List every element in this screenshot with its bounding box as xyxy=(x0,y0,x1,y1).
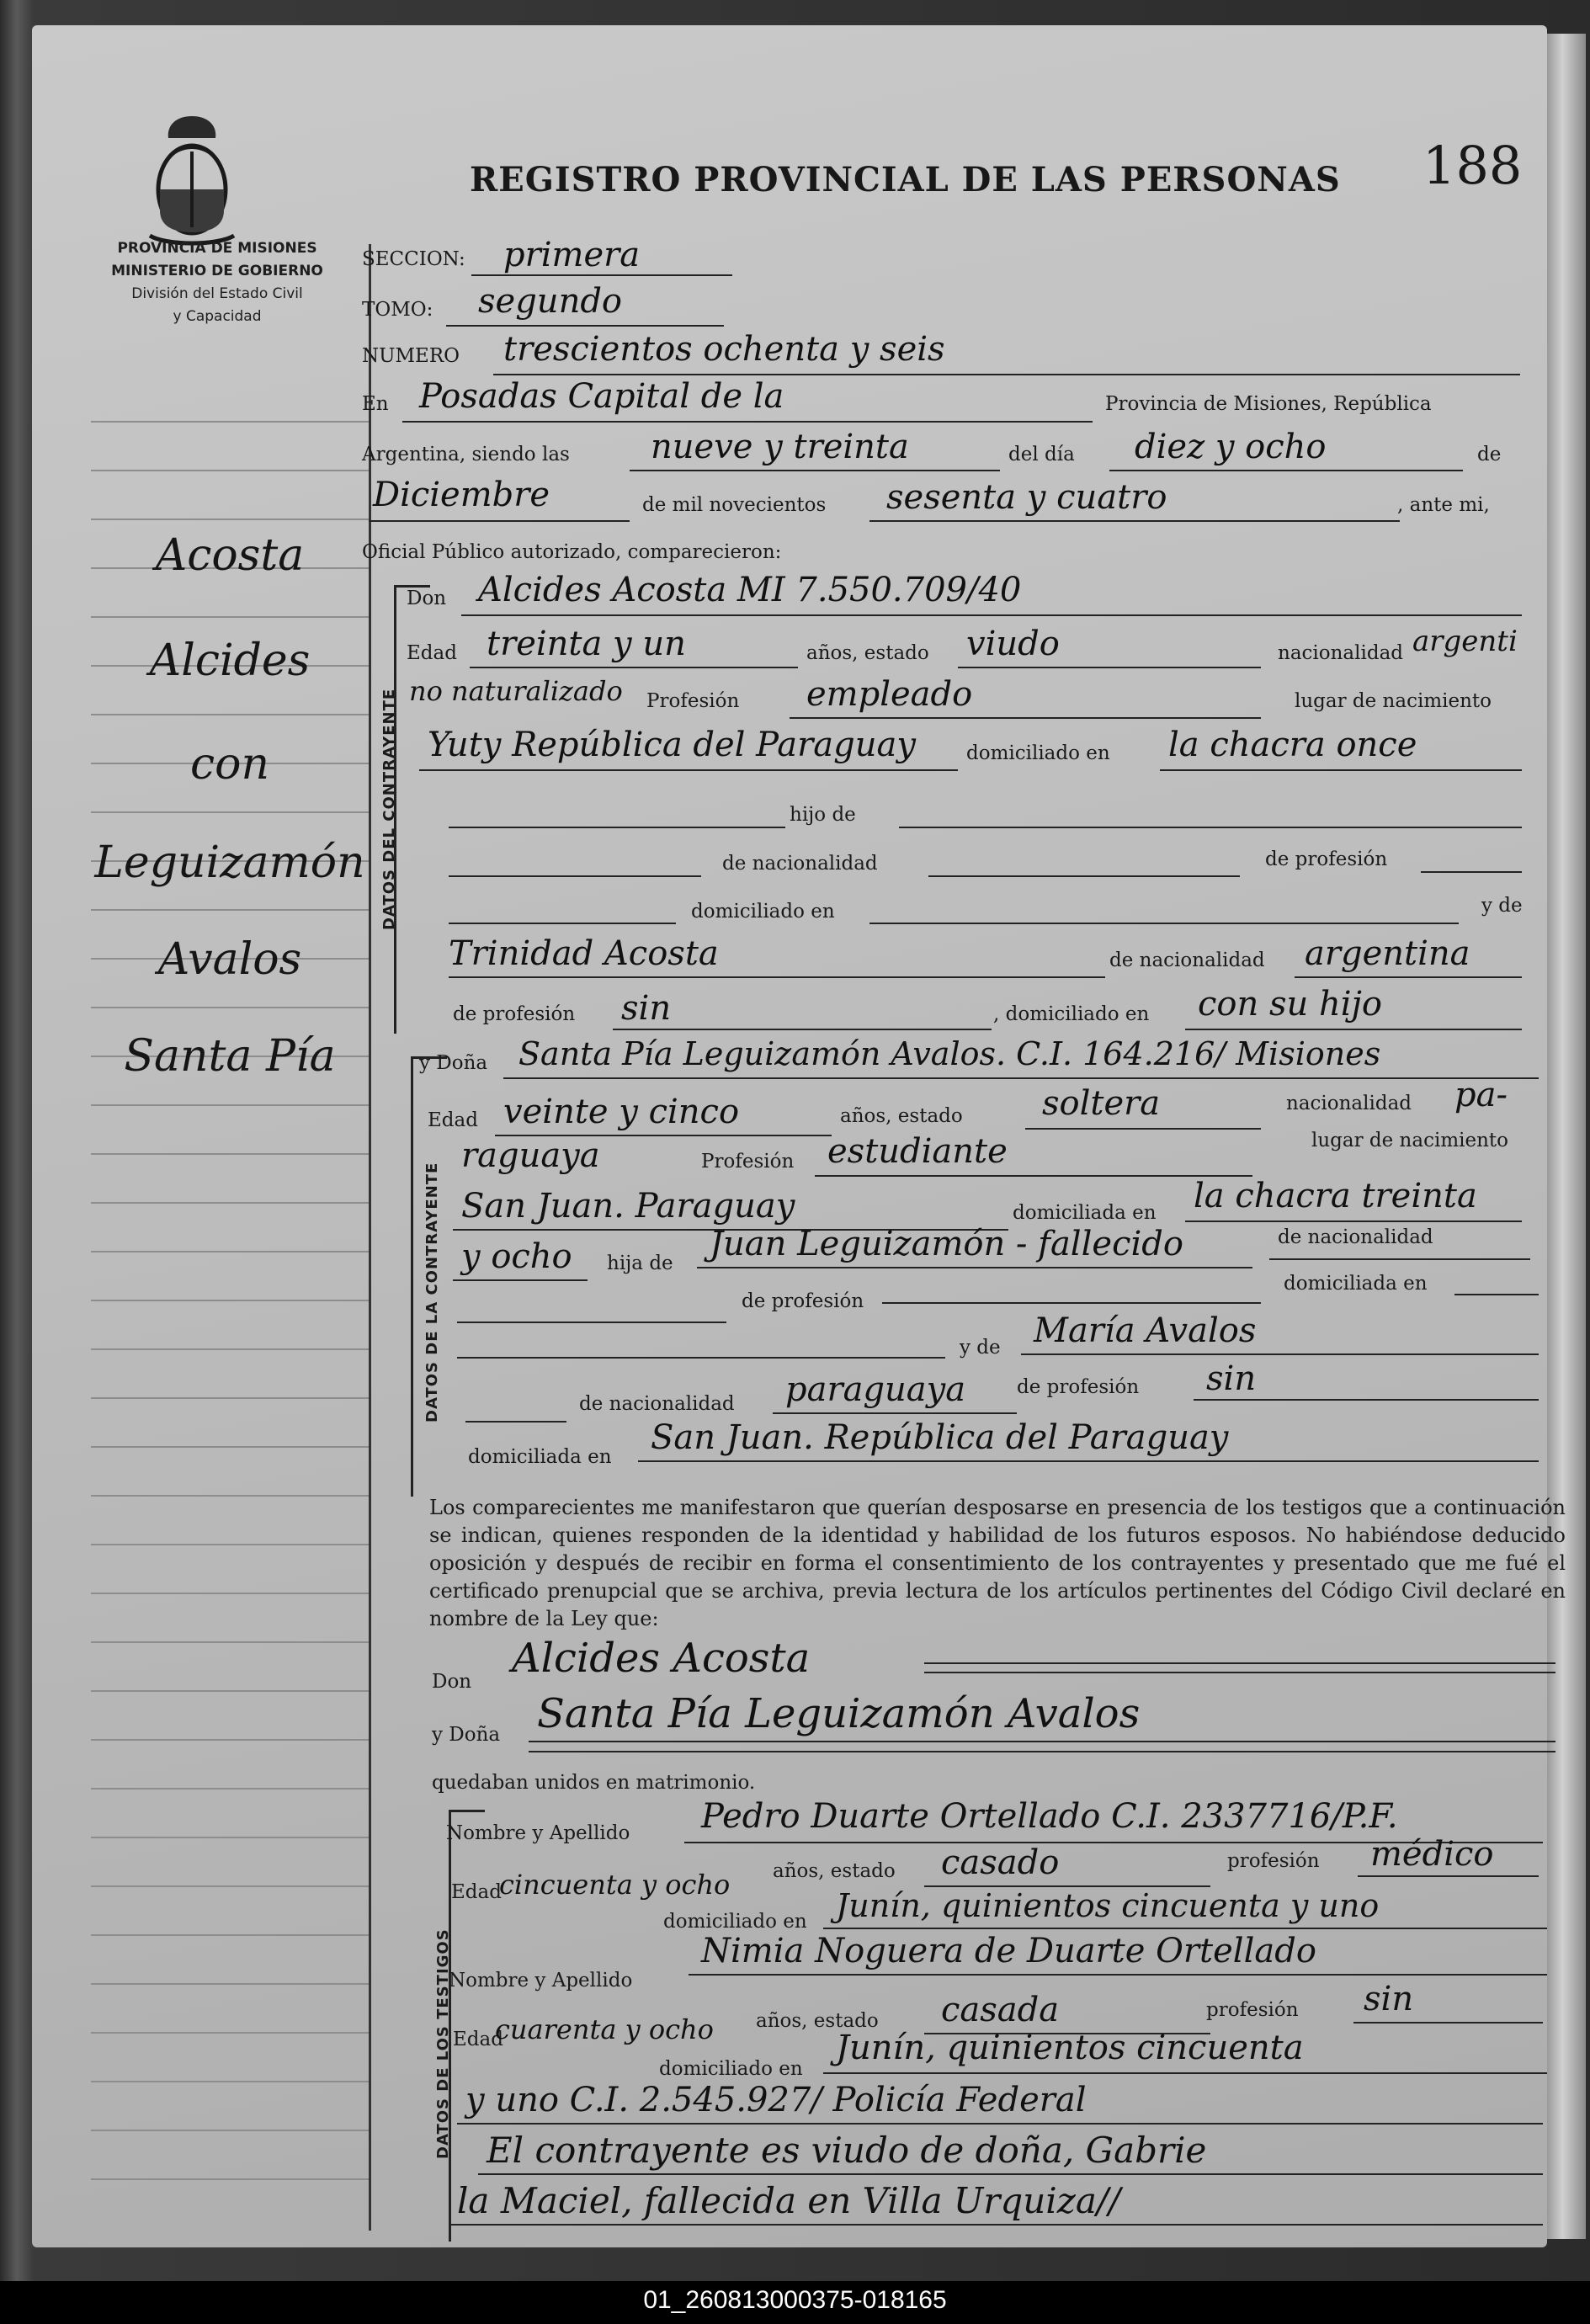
underline xyxy=(924,1662,1555,1664)
margin-given-name: Alcides xyxy=(149,636,311,686)
margin-rule-line xyxy=(91,909,369,911)
underline xyxy=(369,520,630,522)
margin-rule-line xyxy=(91,811,369,813)
witness1-name: Pedro Duarte Ortellado C.I. 2337716/P.F. xyxy=(701,1797,1398,1836)
underline xyxy=(503,1077,1539,1079)
contrayenta-address-cont: y ocho xyxy=(461,1237,572,1276)
margin-rule-line xyxy=(91,2081,369,2082)
underline xyxy=(815,1175,1252,1177)
y-de-label: y de xyxy=(960,1337,1001,1359)
quedaban-unidos: quedaban unidos en matrimonio. xyxy=(432,1772,756,1794)
underline xyxy=(449,976,1105,978)
underline xyxy=(1109,470,1463,471)
underline xyxy=(457,1322,726,1323)
testigos-bracket xyxy=(449,1810,485,2242)
contrayenta-age: veinte y cinco xyxy=(503,1093,740,1131)
dona-label: y Doña xyxy=(419,1052,488,1074)
underline xyxy=(461,614,1522,616)
madre-prof-label: de profesión xyxy=(453,1003,576,1025)
underline xyxy=(1295,976,1522,978)
ante-label: , ante mi, xyxy=(1397,494,1490,516)
declared-husband: Alcides Acosta xyxy=(512,1635,811,1682)
underline xyxy=(449,2224,1543,2226)
margin-rule-line xyxy=(91,421,369,423)
tomo-label: TOMO: xyxy=(362,299,433,321)
underline xyxy=(882,1302,1261,1304)
madre-nac-label: de nacionalidad xyxy=(579,1393,735,1415)
padre-nac-label: de nacionalidad xyxy=(722,853,878,875)
underline xyxy=(697,1267,1252,1268)
margin-rule-line xyxy=(91,1885,369,1887)
underline xyxy=(449,923,676,924)
underline xyxy=(449,827,785,828)
contrayenta-section-label: DATOS DE LA CONTRAYENTE xyxy=(423,1162,441,1423)
page-edges xyxy=(1547,34,1586,2239)
contrayenta-mother: María Avalos xyxy=(1034,1311,1257,1350)
t2-prof-label: profesión xyxy=(1206,1999,1299,2021)
margin-rule-line xyxy=(91,1153,369,1155)
page-number: 188 xyxy=(1422,135,1523,196)
margin-rule-line xyxy=(91,714,369,715)
contrayente-mother-address: con su hijo xyxy=(1198,985,1383,1024)
testigos-section-label: DATOS DE LOS TESTIGOS xyxy=(434,1928,452,2159)
contrayente-nationality-cont: no naturalizado xyxy=(409,675,623,707)
madre-prof-label: de profesión xyxy=(1017,1376,1140,1398)
underline xyxy=(613,1029,992,1030)
issuing-authority xyxy=(57,237,377,328)
contrayenta-nationality-cont: raguaya xyxy=(461,1136,600,1175)
underline xyxy=(1454,1294,1539,1295)
witness2-address-cont: y uno C.I. 2.545.927/ Policía Federal xyxy=(465,2081,1087,2119)
underline xyxy=(1185,1220,1522,1222)
underline xyxy=(1025,1128,1261,1130)
t1-estado-label: años, estado xyxy=(773,1860,896,1882)
margin-rule-line xyxy=(91,1104,369,1106)
padre-prof-label: de profesión xyxy=(742,1290,864,1312)
margin-rule-line xyxy=(91,1544,369,1545)
contrayenta-mother-address: San Juan. República del Paraguay xyxy=(651,1418,1229,1457)
margin-rule-line xyxy=(91,1837,369,1838)
margin-rule-line xyxy=(91,616,369,618)
underline xyxy=(869,520,1400,522)
mes-value: Diciembre xyxy=(373,476,550,514)
estado-label: años, estado xyxy=(806,642,929,664)
underline xyxy=(689,1974,1547,1976)
witness2-name: Nimia Noguera de Duarte Ortellado xyxy=(701,1932,1316,1970)
underline xyxy=(630,470,1000,471)
madre-dom-label: , domiciliado en xyxy=(993,1003,1150,1025)
contrayenta-father: Juan Leguizamón - fallecido xyxy=(710,1225,1183,1263)
oficial-label: Oficial Público autorizado, comparecieron: xyxy=(362,541,782,563)
don-label: Don xyxy=(407,588,447,609)
underline xyxy=(465,1421,566,1423)
dona-label: y Doña xyxy=(432,1724,501,1746)
contrayenta-status: soltera xyxy=(1042,1084,1161,1123)
madre-dom-label: domiciliada en xyxy=(468,1446,612,1468)
underline xyxy=(457,2123,1543,2125)
margin-rule-line xyxy=(91,1300,369,1301)
register-page xyxy=(32,25,1566,2247)
margin-rule-line xyxy=(91,1983,369,1985)
contrayente-age: treinta y un xyxy=(487,625,686,663)
margin-rule-line xyxy=(91,1934,369,1936)
profesion-label: Profesión xyxy=(646,690,740,712)
scan-id: 01_260813000375-018165 xyxy=(643,2286,947,2314)
page-title: REGISTRO PROVINCIAL DE LAS PERSONAS xyxy=(470,160,1341,199)
underline xyxy=(1421,871,1522,873)
t2-edad-label: Edad xyxy=(453,2029,503,2050)
margin-rule-line xyxy=(91,1251,369,1252)
scan-id-bar xyxy=(0,2281,1590,2324)
witness1-status: casado xyxy=(941,1843,1060,1882)
provincia-label: Provincia de Misiones, República xyxy=(1105,393,1432,415)
t1-prof-label: profesión xyxy=(1227,1850,1320,1872)
witness2-age: cuarenta y ocho xyxy=(495,2013,714,2045)
underline xyxy=(453,1279,588,1281)
underline xyxy=(1269,1258,1530,1260)
underline xyxy=(1194,1399,1539,1401)
margin-rule-line xyxy=(91,1007,369,1008)
underline xyxy=(823,1928,1547,1929)
del-dia-label: del día xyxy=(1008,444,1075,465)
margin-rule-line xyxy=(91,1641,369,1643)
margin-rule-line xyxy=(91,1446,369,1448)
witness1-age: cincuenta y ocho xyxy=(499,1869,731,1901)
don-label: Don xyxy=(432,1671,472,1693)
underline xyxy=(869,923,1459,924)
underline xyxy=(470,667,798,668)
t2-nombre-label: Nombre y Apellido xyxy=(449,1970,633,1992)
contrayente-birthplace: Yuty República del Paraguay xyxy=(428,726,916,764)
coat-of-arms-icon xyxy=(141,109,242,253)
estado-label: años, estado xyxy=(840,1105,963,1127)
witness1-profession: médico xyxy=(1370,1835,1494,1874)
declared-wife: Santa Pía Leguizamón Avalos xyxy=(537,1690,1141,1737)
seccion-label: SECCION: xyxy=(362,248,465,270)
underline xyxy=(924,1672,1555,1673)
underline xyxy=(457,1357,945,1359)
contrayenta-mother-nationality: paraguaya xyxy=(785,1370,966,1409)
t1-dom-label: domiciliado en xyxy=(663,1911,807,1933)
padre-nac-label: de nacionalidad xyxy=(1278,1226,1433,1248)
underline xyxy=(402,421,1093,423)
note-line-1: El contrayente es viudo de doña, Gabrie xyxy=(487,2130,1207,2171)
underline xyxy=(1358,1875,1539,1877)
underline xyxy=(1185,1029,1522,1030)
underline xyxy=(493,374,1520,375)
underline xyxy=(449,875,701,877)
lugar-label: lugar de nacimiento xyxy=(1311,1130,1508,1151)
witness2-profession: sin xyxy=(1364,1980,1414,2018)
margin-surname: Acosta xyxy=(155,530,305,581)
contrayenta-address: la chacra treinta xyxy=(1194,1177,1477,1215)
underline xyxy=(1160,769,1522,771)
underline xyxy=(638,1460,1539,1462)
underline xyxy=(1021,1353,1539,1355)
underline xyxy=(1353,2022,1543,2024)
contrayenta-mother-profession: sin xyxy=(1206,1359,1257,1398)
underline xyxy=(446,325,724,327)
margin-rule-line xyxy=(91,1690,369,1692)
nacionalidad-label: nacionalidad xyxy=(1278,642,1404,664)
profesion-label: Profesión xyxy=(701,1151,795,1173)
t1-nombre-label: Nombre y Apellido xyxy=(446,1822,630,1844)
hora-value: nueve y treinta xyxy=(651,428,909,466)
en-value: Posadas Capital de la xyxy=(419,377,784,416)
madre-nac-label: de nacionalidad xyxy=(1109,949,1265,971)
contrayente-address: la chacra once xyxy=(1168,726,1417,764)
contrayenta-nationality: pa- xyxy=(1454,1076,1508,1114)
margin-rule-line xyxy=(91,470,369,471)
ministry-line: División del Estado Civil xyxy=(131,285,303,302)
lugar-label: lugar de nacimiento xyxy=(1295,690,1492,712)
contrayente-status: viudo xyxy=(966,625,1060,663)
seccion-value: primera xyxy=(503,236,641,274)
contrayenta-birthplace: San Juan. Paraguay xyxy=(461,1187,795,1226)
contrayente-mother-nationality: argentina xyxy=(1305,934,1470,973)
margin-given-name-2: Santa Pía xyxy=(124,1031,336,1082)
margin-rule-line xyxy=(91,519,369,520)
margin-rule-line xyxy=(91,1788,369,1790)
underline xyxy=(790,717,1261,719)
dia-value: diez y ocho xyxy=(1135,428,1327,466)
underline xyxy=(478,2173,1543,2175)
ministry-line: y Capacidad xyxy=(173,308,262,325)
hija-label: hija de xyxy=(607,1252,673,1274)
domicilio-label: domiciliada en xyxy=(1013,1202,1157,1224)
contrayenta-name: Santa Pía Leguizamón Avalos. C.I. 164.216/ Misiones xyxy=(518,1035,1381,1072)
contrayente-mother: Trinidad Acosta xyxy=(449,934,719,973)
anio-value: sesenta y cuatro xyxy=(886,478,1167,517)
padre-prof-label: de profesión xyxy=(1265,848,1388,870)
margin-rule-line xyxy=(91,2032,369,2034)
underline xyxy=(529,1741,1555,1742)
underline xyxy=(529,1751,1555,1752)
nacionalidad-label: nacionalidad xyxy=(1286,1093,1412,1114)
en-label: En xyxy=(362,393,389,415)
contrayente-mother-profession: sin xyxy=(621,989,672,1028)
contrayenta-profession: estudiante xyxy=(827,1132,1008,1171)
underline xyxy=(773,1412,1017,1414)
padre-dom-label: domiciliada en xyxy=(1284,1273,1428,1295)
underline xyxy=(823,2072,1547,2074)
mil-label: de mil novecientos xyxy=(642,494,827,516)
margin-surname-2: Leguizamón xyxy=(94,838,365,888)
t2-estado-label: años, estado xyxy=(756,2010,879,2032)
edad-label: Edad xyxy=(407,642,457,664)
witness2-status: casada xyxy=(941,1991,1060,2029)
underline xyxy=(471,274,732,276)
declaration-text: Los comparecientes me manifestaron que querían desposarse en presencia de los testigos que a continuación se indican, quienes responden de la identidad y habilidad de los futuros esposos. No habiéndose deducido oposición y después de recibir en forma el consentimiento de los contrayentes y presentado que me fué el certificado prenupcial que se archiva, previa lectura de los artículos pertinentes del Código Civil declaré en nombre de la Ley que: xyxy=(429,1496,1566,1630)
numero-value: trescientos ochenta y seis xyxy=(503,330,945,369)
ministry-line: PROVINCIA DE MISIONES xyxy=(117,240,317,257)
witness1-address: Junín, quinientos cincuenta y uno xyxy=(836,1887,1380,1924)
contrayente-profession: empleado xyxy=(806,675,973,714)
numero-label: NUMERO xyxy=(362,345,460,367)
margin-rule-line xyxy=(91,2130,369,2131)
margin-connector: con xyxy=(190,739,269,790)
witness2-address: Junín, quinientos cincuenta xyxy=(836,2029,1304,2067)
ministry-line: MINISTERIO DE GOBIERNO xyxy=(111,263,323,279)
margin-rule-line xyxy=(91,1202,369,1204)
contrayente-section-label: DATOS DEL CONTRAYENTE xyxy=(380,688,398,930)
contrayente-name: Alcides Acosta MI 7.550.709/40 xyxy=(478,571,1022,609)
contrayente-nationality: argenti xyxy=(1412,625,1518,658)
t1-edad-label: Edad xyxy=(451,1881,502,1903)
margin-rule-line xyxy=(91,1348,369,1350)
margin-rule-line xyxy=(91,2178,369,2180)
tomo-value: segundo xyxy=(478,282,623,321)
note-line-2: la Maciel, fallecida en Villa Urquiza// xyxy=(457,2180,1121,2221)
underline xyxy=(899,827,1522,828)
domicilio-label: domiciliado en xyxy=(966,742,1110,764)
margin-rule-line xyxy=(91,1593,369,1594)
margin-rule-line xyxy=(91,1495,369,1497)
margin-rule-line xyxy=(91,1739,369,1741)
underline xyxy=(958,667,1261,668)
argentina-label: Argentina, siendo las xyxy=(362,444,570,465)
hijo-label: hijo de xyxy=(790,804,856,826)
t2-dom-label: domiciliado en xyxy=(659,2058,803,2080)
underline xyxy=(928,875,1240,877)
margin-rule-line xyxy=(91,1397,369,1399)
margin-column xyxy=(32,25,369,2247)
padre-dom-label: domiciliado en xyxy=(691,901,835,923)
edad-label: Edad xyxy=(428,1109,478,1131)
de-label: de xyxy=(1477,444,1502,465)
underline xyxy=(419,769,958,771)
margin-surname-3: Avalos xyxy=(157,934,302,985)
y-de-label: y de xyxy=(1481,895,1523,917)
